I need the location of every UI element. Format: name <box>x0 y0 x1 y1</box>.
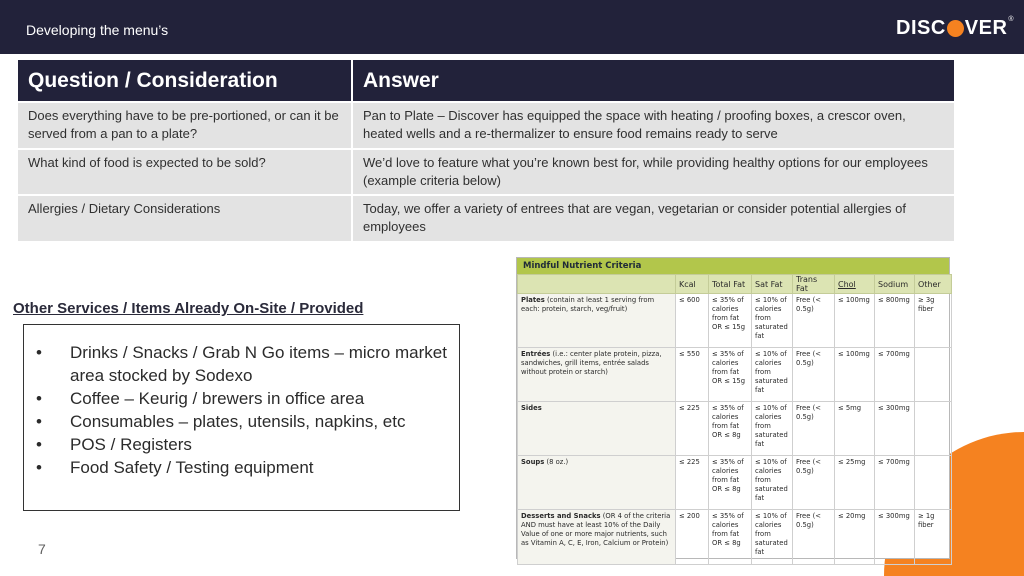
services-heading: Other Services / Items Already On-Site / Provided <box>13 300 364 317</box>
table-row <box>518 510 952 565</box>
criteria-trans-fat-cell: Free (< 0.5g) <box>793 456 835 510</box>
criteria-category-cell <box>518 402 676 456</box>
criteria-sat-fat-cell: ≤ 10% of calories from saturated fat <box>752 294 793 348</box>
criteria-category-cell <box>518 294 676 348</box>
criteria-chol-cell: ≤ 100mg <box>835 348 875 402</box>
criteria-sodium-cell: ≤ 300mg <box>875 402 915 456</box>
criteria-category-name: Entrées <box>521 350 551 358</box>
criteria-kcal-cell: ≤ 225 <box>676 402 709 456</box>
qa-header-answer: Answer <box>352 59 955 102</box>
table-row <box>17 195 955 242</box>
nutrient-criteria-panel <box>516 257 950 559</box>
criteria-category-cell <box>518 510 676 565</box>
criteria-total-fat-cell: ≤ 35% of calories from fat OR ≤ 15g <box>709 294 752 348</box>
criteria-trans-fat-cell: Free (< 0.5g) <box>793 348 835 402</box>
criteria-total-fat-cell: ≤ 35% of calories from fat OR ≤ 15g <box>709 348 752 402</box>
criteria-table <box>517 274 952 565</box>
logo-text-right: VER <box>964 16 1008 39</box>
criteria-header-cell: Chol <box>835 275 875 294</box>
criteria-category-name: Plates <box>521 296 545 304</box>
criteria-kcal-cell: ≤ 200 <box>676 510 709 565</box>
criteria-category-detail: (OR 4 of the criteria AND must have at least 10% of the Daily Value of one or more major nutrients, such as Vitamin A, C, E, Iron, Calcium or Protein) <box>521 512 671 547</box>
services-list <box>36 341 449 479</box>
qa-question-cell: Does everything have to be pre-portioned, or can it be served from a pan to a plate? <box>17 102 352 149</box>
criteria-sat-fat-cell: ≤ 10% of calories from saturated fat <box>752 456 793 510</box>
criteria-total-fat-cell: ≤ 35% of calories from fat OR ≤ 8g <box>709 456 752 510</box>
criteria-category-cell <box>518 456 676 510</box>
criteria-category-name: Soups <box>521 458 545 466</box>
criteria-trans-fat-cell: Free (< 0.5g) <box>793 510 835 565</box>
criteria-header-cell <box>518 275 676 294</box>
criteria-header-cell: Trans Fat <box>793 275 835 294</box>
header-bar <box>0 0 1024 54</box>
criteria-sat-fat-cell: ≤ 10% of calories from saturated fat <box>752 510 793 565</box>
qa-header-question: Question / Consideration <box>17 59 352 102</box>
criteria-title: Mindful Nutrient Criteria <box>517 258 949 274</box>
list-item: • Consumables – plates, utensils, napkins, etc <box>36 410 449 433</box>
list-item: • Food Safety / Testing equipment <box>36 456 449 479</box>
criteria-category-name: Desserts and Snacks <box>521 512 601 520</box>
criteria-chol-cell: ≤ 25mg <box>835 456 875 510</box>
criteria-kcal-cell: ≤ 225 <box>676 456 709 510</box>
criteria-category-cell <box>518 348 676 402</box>
criteria-sodium-cell: ≤ 700mg <box>875 348 915 402</box>
criteria-chol-cell: ≤ 5mg <box>835 402 875 456</box>
qa-answer-cell: Pan to Plate – Discover has equipped the space with heating / proofing boxes, a crescor oven, heated wells and a re-thermalizer to ensure food remains ready to serve <box>352 102 955 149</box>
table-row <box>518 348 952 402</box>
criteria-sat-fat-cell: ≤ 10% of calories from saturated fat <box>752 402 793 456</box>
list-item: • Drinks / Snacks / Grab N Go items – micro market area stocked by Sodexo <box>36 341 449 387</box>
criteria-header-cell: Kcal <box>676 275 709 294</box>
criteria-total-fat-cell: ≤ 35% of calories from fat OR ≤ 8g <box>709 510 752 565</box>
criteria-trans-fat-cell: Free (< 0.5g) <box>793 294 835 348</box>
table-row <box>518 294 952 348</box>
logo-registered-mark: ® <box>1008 16 1015 23</box>
logo-text-left: DISC <box>896 16 946 39</box>
criteria-header-row <box>518 275 952 294</box>
criteria-sodium-cell: ≤ 800mg <box>875 294 915 348</box>
table-row <box>518 402 952 456</box>
table-row <box>17 102 955 149</box>
criteria-other-cell <box>915 456 952 510</box>
criteria-kcal-cell: ≤ 600 <box>676 294 709 348</box>
qa-answer-cell: We’d love to feature what you’re known best for, while providing healthy options for our employees (example criteria below) <box>352 149 955 195</box>
criteria-other-cell: ≥ 1g fiber <box>915 510 952 565</box>
qa-answer-cell: Today, we offer a variety of entrees that are vegan, vegetarian or consider potential allergies of employees <box>352 195 955 242</box>
criteria-category-detail: (i.e.: center plate protein, pizza, sandwiches, grill items, entrée salads without protein or starch) <box>521 350 662 376</box>
criteria-sodium-cell: ≤ 300mg <box>875 510 915 565</box>
qa-table <box>16 58 956 243</box>
table-row <box>17 149 955 195</box>
criteria-header-cell: Sat Fat <box>752 275 793 294</box>
criteria-sat-fat-cell: ≤ 10% of calories from saturated fat <box>752 348 793 402</box>
criteria-category-detail: (contain at least 1 serving from each: protein, starch, veg/fruit) <box>521 296 655 313</box>
list-item: • Coffee – Keurig / brewers in office area <box>36 387 449 410</box>
criteria-kcal-cell: ≤ 550 <box>676 348 709 402</box>
qa-question-cell: What kind of food is expected to be sold? <box>17 149 352 195</box>
qa-header-row <box>17 59 955 102</box>
criteria-header-cell: Sodium <box>875 275 915 294</box>
criteria-other-cell <box>915 348 952 402</box>
discover-logo <box>896 16 1014 40</box>
criteria-trans-fat-cell: Free (< 0.5g) <box>793 402 835 456</box>
criteria-header-cell: Total Fat <box>709 275 752 294</box>
criteria-other-cell: ≥ 3g fiber <box>915 294 952 348</box>
logo-orange-dot-icon <box>947 20 964 37</box>
criteria-chol-cell: ≤ 20mg <box>835 510 875 565</box>
list-item: • POS / Registers <box>36 433 449 456</box>
criteria-category-detail: (8 oz.) <box>546 458 569 466</box>
page-number: 7 <box>38 541 46 557</box>
criteria-total-fat-cell: ≤ 35% of calories from fat OR ≤ 8g <box>709 402 752 456</box>
services-box <box>23 324 460 511</box>
slide-title: Developing the menu’s <box>26 22 169 38</box>
criteria-header-cell: Other <box>915 275 952 294</box>
criteria-category-name: Sides <box>521 404 542 412</box>
criteria-sodium-cell: ≤ 700mg <box>875 456 915 510</box>
criteria-chol-cell: ≤ 100mg <box>835 294 875 348</box>
table-row <box>518 456 952 510</box>
qa-question-cell: Allergies / Dietary Considerations <box>17 195 352 242</box>
criteria-other-cell <box>915 402 952 456</box>
